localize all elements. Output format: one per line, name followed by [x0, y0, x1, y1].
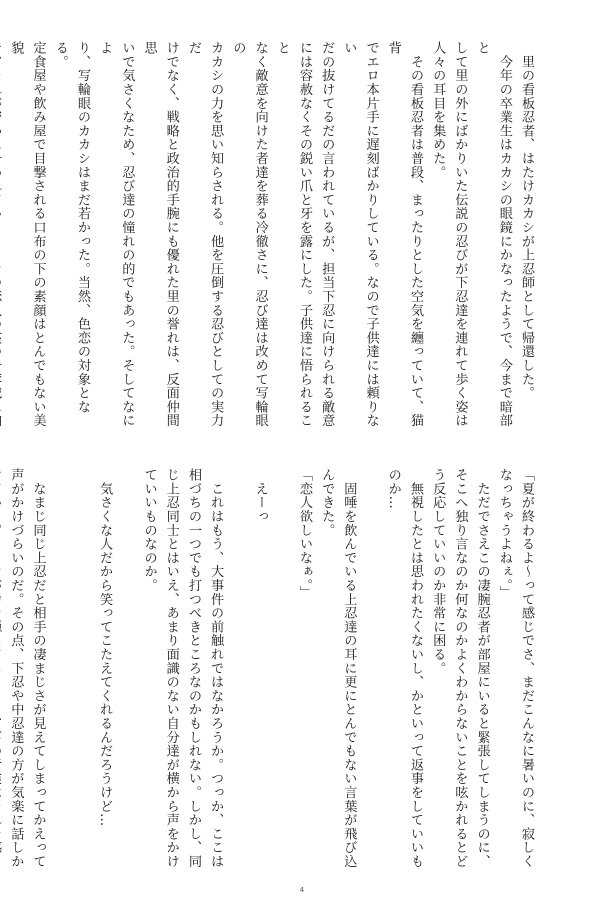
text-column: 人々の耳目を集めた。	[430, 41, 446, 179]
text-column: んできた。	[319, 468, 335, 537]
text-column	[0, 468, 4, 873]
text-column: して里の外にばかりいた伝説の忍びが下忍達を連れて歩く姿は	[452, 41, 468, 428]
upper-text-block	[8, 41, 537, 441]
page-number: 4	[299, 886, 305, 894]
text-column: ていいものなのか。	[141, 468, 157, 593]
text-column: カカシの力を思い知らされる。他を圧倒する忍びとしての実力だ	[185, 41, 224, 428]
text-column: でエロ本片手に遅刻ばかりしている。なので子供達には頼りない	[341, 41, 379, 428]
text-column: のか…	[385, 468, 401, 510]
text-column: 声がかけづらいのだ。その点、下忍や中忍達の方が気楽に話しか	[8, 468, 24, 869]
text-column: には容赦なくその鋭い爪と牙を露にした。子供達に悟られること	[274, 41, 312, 428]
text-column: 無視したとは思われたくないし、かといって返事をしていいも	[407, 468, 423, 869]
text-column: その看板忍者は普段、まったりとした空気を纏っていて、猫背	[385, 41, 423, 428]
text-column: う反応していいのか非常に困る。	[430, 468, 446, 675]
text-column: なっちゃうよねぇ。」	[496, 468, 512, 600]
text-column	[0, 41, 4, 441]
text-column: 「恋人欲しいなぁ。」	[296, 468, 312, 600]
text-column: ただでさえこの凄腕忍者が部屋にいると緊張してしまうのに、	[474, 468, 490, 869]
text-column: 気さくな人だから笑ってこたえてくれるんだろうけど…	[97, 468, 113, 827]
text-column: いで気さくなため、忍び達の憧れの的でもあった。そしてなによ	[97, 41, 135, 428]
text-column: けでなく、戦略と政治的手腕にも優れた里の誉れは、反面仲間思	[141, 41, 179, 428]
lower-text-block	[8, 468, 537, 873]
text-column: 里の看板忍者、はたけカカシが上忍師として帰還した。	[519, 41, 534, 400]
text-column: 定食屋や飲み屋で目撃される口布の下の素顔はとんでもない美貌	[8, 41, 46, 428]
text-column: 今年の卒業生はカカシの眼鏡にかなったようで、今まで暗部と	[474, 41, 512, 428]
text-column: じ上忍同士とはいえ、あまり面識のない自分達が横から声をかけ	[163, 468, 179, 869]
text-column: これはもう、大事件の前触れではなかろうか。つっか、ここは	[208, 468, 224, 869]
text-column: えーっ	[252, 468, 268, 524]
text-column: 相づちの一つでも打つべきところなのかもしれない。しかし、同	[185, 468, 201, 869]
text-column: り、写輪眼のカカシはまだ若かった。当然、色恋の対象となる。	[52, 41, 90, 414]
text-column: 固唾を飲んでいる上忍達の耳に更にとんでもない言葉が飛び込	[341, 468, 357, 869]
text-column: なく敵意を向けた者達を葬る冷徹さに、忍び達は改めて写輪眼の	[230, 41, 268, 428]
text-column: だの抜けてるだの言われているが、担当下忍に向けられる敵意	[319, 41, 335, 428]
text-column: そこへ独り言なのか何なのかよくわからないことを呟かれるとど	[452, 468, 468, 869]
text-column: 「夏が終わるよ～って感じでさ、まだこんなに暑いのに、寂しく	[519, 468, 534, 869]
text-column: なまじ同じ上忍だと相手の凄まじさが見えてしまってかえって	[30, 468, 46, 869]
